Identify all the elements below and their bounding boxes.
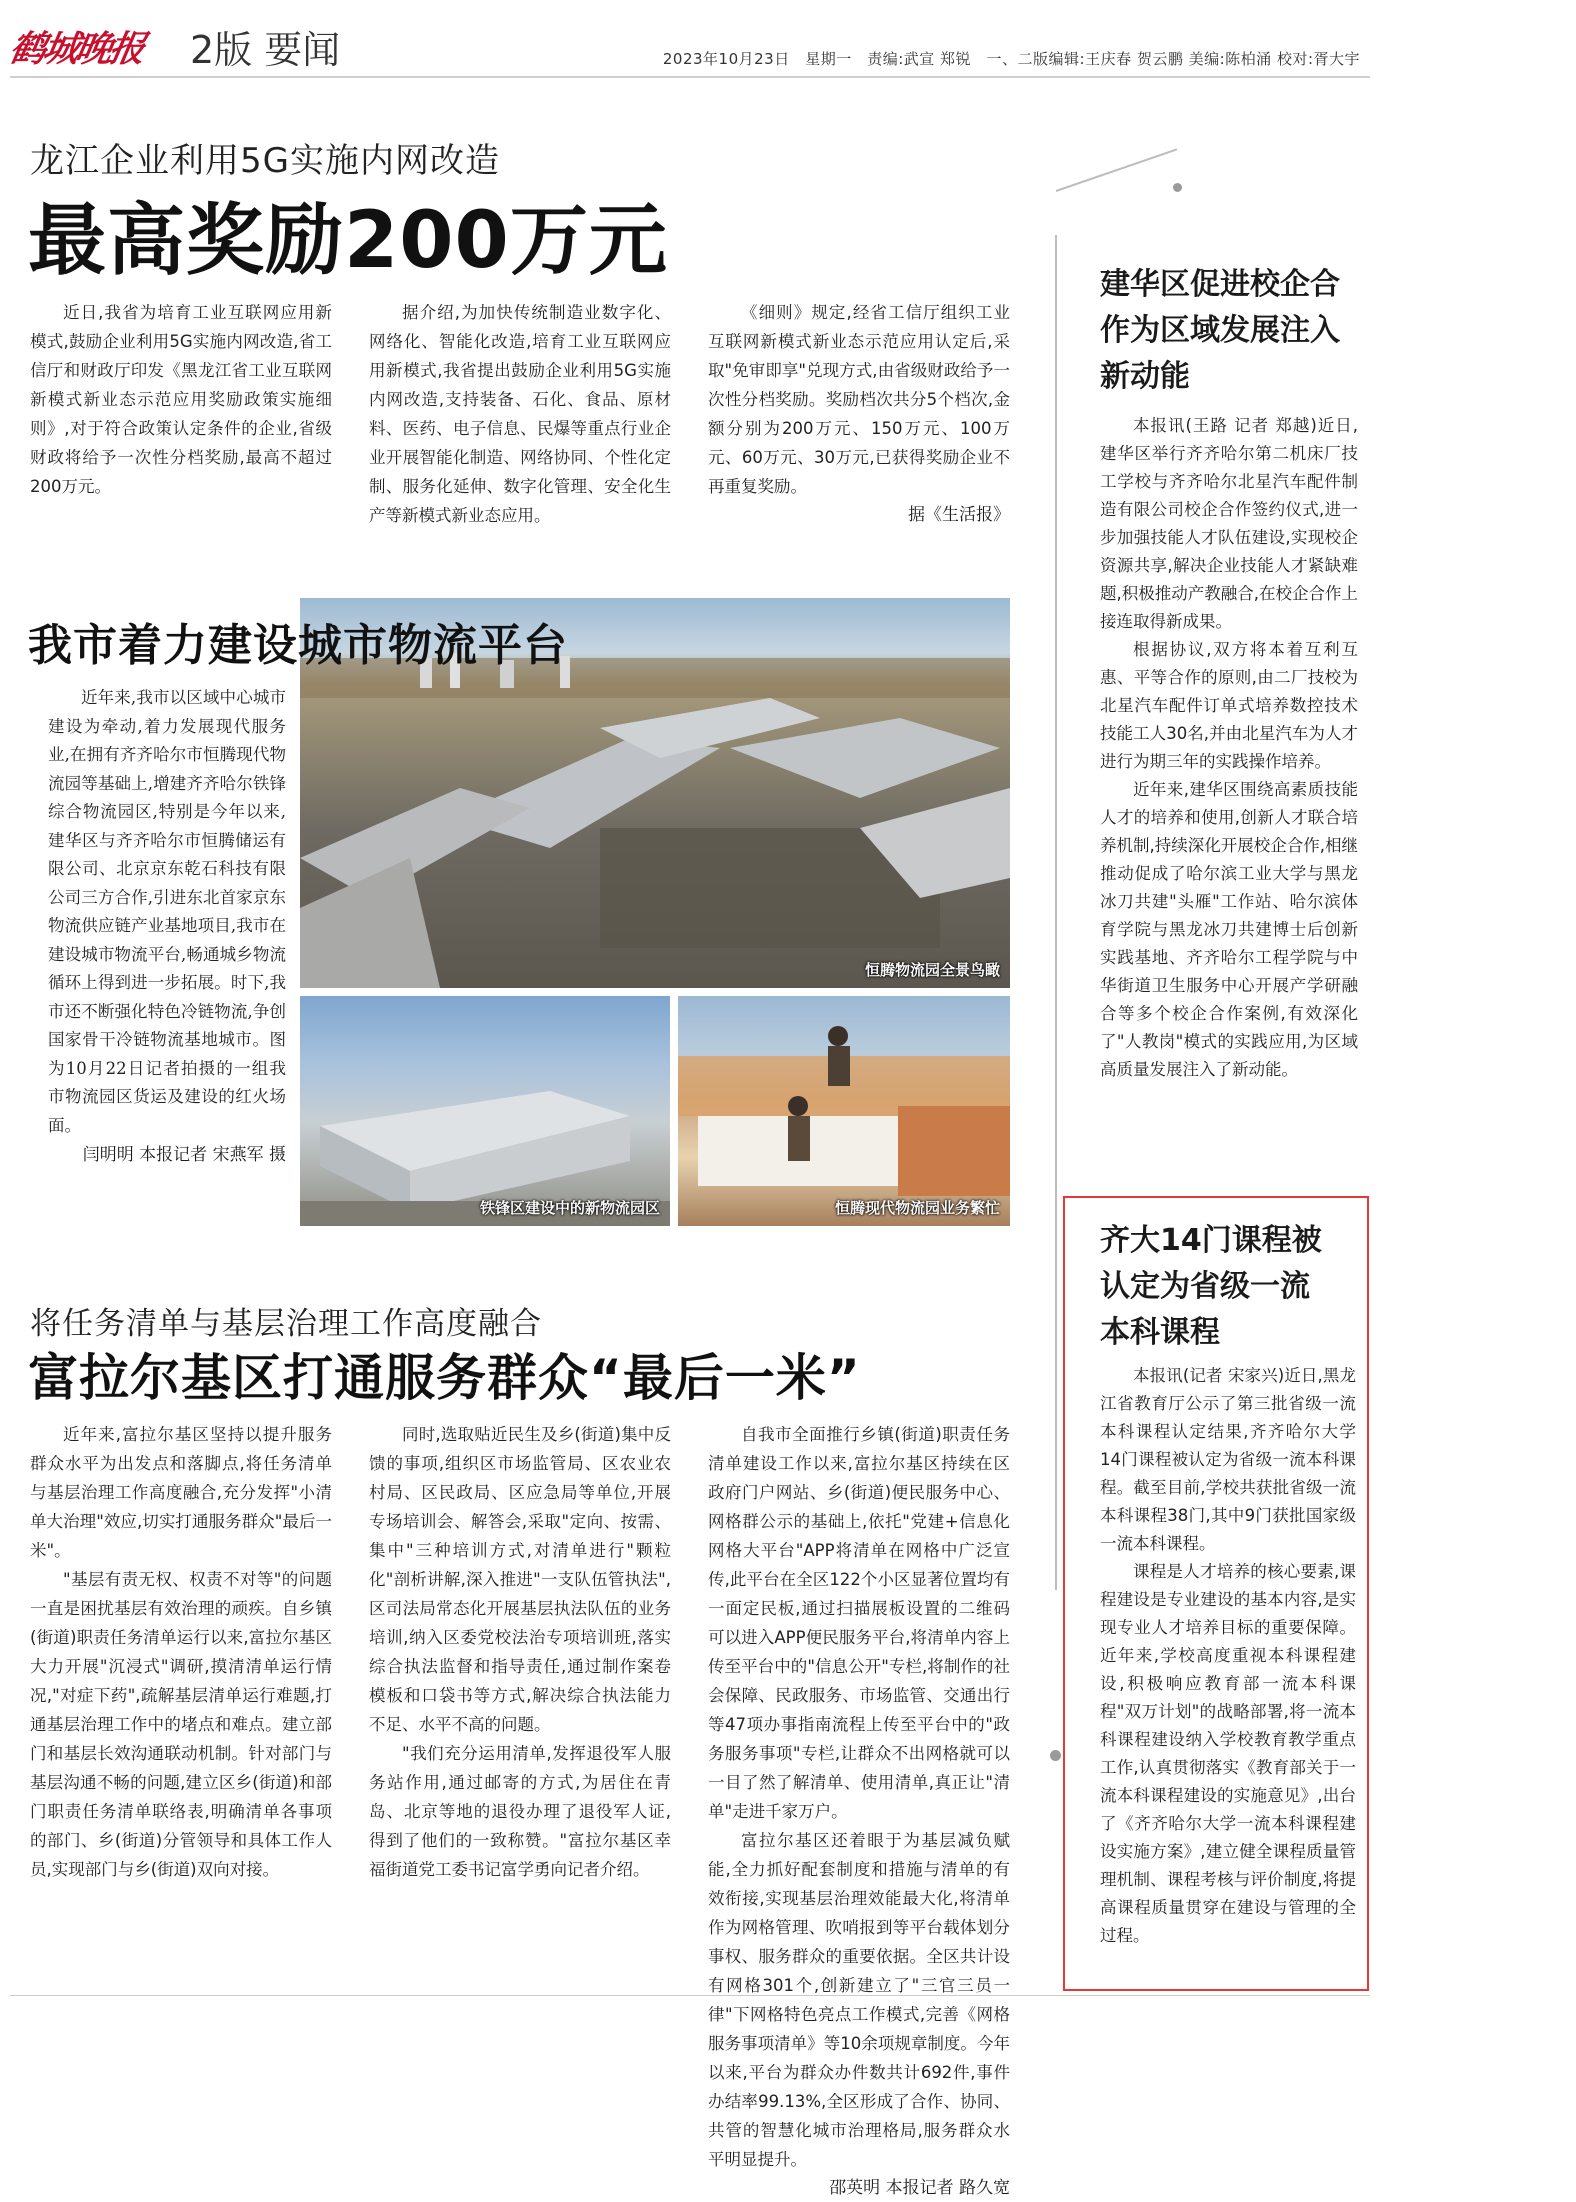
article3-col-3 [708, 1420, 1010, 2202]
sidebar1-paragraph: 根据协议,双方将本着互利互惠、平等合作的原则,由二厂技校为北星汽车配件订单式培养数控技术技能工人30名,并由北星汽车为人才进行为期三年的实践操作培养。 [1100, 640, 1358, 771]
sidebar2-title: 齐大14门课程被认定为省级一流本科课程 [1100, 1223, 1322, 1350]
article3-paragraph: "基层有责无权、权责不对等"的问题一直是困扰基层有效治理的顽疾。自乡镇(街道)职责任务清单运行以来,富拉尔基区大力开展"沉浸式"调研,摸清清单运行情况,"对症下药",疏解基层清单运行难题,打通基层治理工作中的堵点和难点。建立部门和基层长效沟通联动机制。针对部门与基层沟通不畅的问题,建立区乡(街道)和部门职责任务清单联络表,明确清单各事项的部门、乡(街道)分管领导和具体工作人员,实现部门与乡(街道)双向对接。 [30, 1570, 332, 1879]
sidebar-vertical-rule [1055, 235, 1057, 1590]
article3-paragraph: 同时,选取贴近民生及乡(街道)集中反馈的事项,组织区市场监管局、区农业农村局、区民政局、区应急局等单位,开展专场培训会、解答会,采取"定向、按需、集中"三种培训方式,对清单进行"颗粒化"剖析讲解,深入推进"一支队伍管执法",区司法局常态化开展基层执法队伍的业务培训,纳入区委党校法治专项培训班,落实综合执法监督和指导责任,通过制作案卷模板和口袋书等方式,解决综合执法能力不足、水平不高的问题。 [369, 1425, 671, 1734]
article1-paragraph: 近日,我省为培育工业互联网应用新模式,鼓励企业利用5G实施内网改造,省工信厅和财政厅印发《黑龙江省工业互联网新模式新业态示范应用奖励政策实施细则》,对于符合政策认定条件的企业,省级财政将给予一次性分档奖励,最高不超过200万元。 [30, 303, 332, 496]
sidebar2-paragraph: 本报讯(记者 宋家兴)近日,黑龙江省教育厅公示了第三批省级一流本科课程认定结果,齐齐哈尔大学14门课程被认定为省级一流本科课程。截至目前,学校共获批省级一流本科课程38门,其中9门获批国家级一流本科课程。 [1100, 1366, 1356, 1553]
cargo-photo-illustration [678, 996, 1010, 1226]
page-bottom-rule [10, 1995, 1370, 1996]
article3-col-1 [30, 1420, 332, 2202]
sidebar-connector-dot-top [1173, 183, 1182, 192]
newspaper-logo: 鹤城晚报 [6, 28, 146, 70]
sidebar-connector-dot-bottom [1050, 1750, 1061, 1761]
construction-photo-illustration [300, 996, 670, 1226]
article1-headline: 最高奖励200万元 [28, 196, 668, 286]
photo-left-caption: 铁锋区建设中的新物流园区 [479, 1199, 660, 1217]
issue-meta: 2023年10月23日 星期一 责编:武宣 郑锐 一、二版编辑:王庆春 贺云鹏 美编:陈柏涌 校对:胥大宇 [662, 50, 1360, 68]
masthead [6, 22, 1370, 78]
article3-paragraph: 富拉尔基区还着眼于为基层减负赋能,全力抓好配套制度和措施与清单的有效衔接,实现基层治理效能最大化,将清单作为网格管理、吹哨报到等平台载体划分事权、服务群众的重要依据。全区共计设有网格301个,创新建立了"三官三员一律"下网格特色亮点工作模式,完善《网格服务事项清单》等10余项规章制度。今年以来,平台为群众办件数共计692件,事件办结率99.13%,全区形成了合作、协同、共管的智慧化城市治理格局,服务群众水平明显提升。 [708, 1831, 1010, 2169]
article3-paragraph: 自我市全面推行乡镇(街道)职责任务清单建设工作以来,富拉尔基区持续在区政府门户网站、乡(街道)便民服务中心、网格群公示的基础上,依托"党建+信息化网格大平台"APP将清单在网格中广泛宣传,此平台在全区122个小区显著位置均有一面定民板,通过扫描展板设置的二维码可以进入APP便民服务平台,将清单内容上传至平台中的"信息公开"专栏,将制作的社会保障、民政服务、市场监管、交通出行等47项办事指南流程上传至平台中的"政务服务事项"专栏,让群众不出网格就可以一目了然了解清单、使用清单,真正让"清单"走进千家万户。 [708, 1425, 1010, 1821]
article1-col-1 [30, 298, 332, 530]
article1-byline: 据《生活报》 [908, 505, 1010, 525]
photo-right-caption: 恒腾现代物流园业务繁忙 [834, 1199, 1000, 1217]
article1-paragraph: 《细则》规定,经省工信厅组织工业互联网新模式新业态示范应用认定后,采取"免审即享"兑现方式,由省级财政给予一次性分档奖励。奖励档次共分5个档次,金额分别为200万元、150万元、100万元、60万元、30万元,已获得奖励企业不再重复奖励。 [708, 303, 1010, 496]
photo-new-logistics-park [300, 996, 670, 1226]
article3-headline: 富拉尔基区打通服务群众“最后一米” [28, 1349, 861, 1407]
article3-kicker: 将任务清单与基层治理工作高度融合 [30, 1306, 542, 1342]
page-label: 2版 要闻 [190, 28, 341, 72]
article3-paragraph: "我们充分运用清单,发挥退役军人服务站作用,通过邮寄的方式,为居住在青岛、北京等地的退役办理了退役军人证,得到了他们的一致称赞。"富拉尔基区幸福街道党工委书记富学勇向记者介绍。 [369, 1744, 671, 1879]
article1-body [30, 298, 1010, 530]
article3-col-2 [369, 1420, 671, 2202]
sidebar-connector-line [1056, 148, 1178, 192]
article2-byline: 闫明明 本报记者 宋燕军 摄 [82, 1145, 286, 1165]
article2-paragraph: 近年来,我市以区域中心城市建设为牵动,着力发展现代服务业,在拥有齐齐哈尔市恒腾现代物流园等基础上,增建齐齐哈尔铁锋综合物流园区,特别是今年以来,建华区与齐齐哈尔市恒腾储运有限公司、北京京东乾石科技有限公司三方合作,引进东北首家京东物流供应链产业基地项目,我市在建设城市物流平台,畅通城乡物流循环上得到进一步拓展。时下,我市还不断强化特色冷链物流,争创国家骨干冷链物流基地城市。图为10月22日记者拍摄的一组我市物流园区货运及建设的红火场面。 [48, 688, 286, 1135]
sidebar2-body [1100, 1362, 1356, 1950]
photo-busy-logistics [678, 996, 1010, 1226]
article3-body [30, 1420, 1010, 2202]
photo-main-caption: 恒腾物流园全景鸟瞰 [864, 961, 1000, 979]
sidebar1-body [1100, 412, 1358, 1084]
article2-body [48, 684, 286, 1170]
article1-kicker: 龙江企业利用5G实施内网改造 [30, 141, 500, 181]
article3-byline: 邵英明 本报记者 路久宽 [829, 2178, 1010, 2198]
sidebar2-paragraph: 课程是人才培养的核心要素,课程建设是专业建设的基本内容,是实现专业人才培养目标的重要保障。近年来,学校高度重视本科课程建设,积极响应教育部一流本科课程"双万计划"的战略部署,将一流本科课程建设纳入学校教育教学重点工作,认真贯彻落实《教育部关于一流本科课程建设的实施意见》,出台了《齐齐哈尔大学一流本科课程建设实施方案》,建立健全课程质量管理机制、课程考核与评价制度,将提高课程质量贯穿在建设与管理的全过程。 [1100, 1562, 1356, 1945]
article1-paragraph: 据介绍,为加快传统制造业数字化、网络化、智能化改造,培育工业互联网应用新模式,我省提出鼓励企业利用5G实施内网改造,支持装备、石化、食品、原材料、医药、电子信息、民爆等重点行业企业开展智能化制造、网络协同、个性化定制、服务化延伸、数字化管理、安全化生产等新模式新业态应用。 [369, 303, 671, 525]
article3-paragraph: 近年来,富拉尔基区坚持以提升服务群众水平为出发点和落脚点,将任务清单与基层治理工作高度融合,充分发挥"小清单大治理"效应,切实打通服务群众"最后一米"。 [30, 1425, 332, 1560]
article1-col-2 [369, 298, 671, 530]
article2-headline: 我市着力建设城市物流平台 [28, 620, 568, 671]
sidebar1-paragraph: 近年来,建华区围绕高素质技能人才的培养和使用,创新人才联合培养机制,持续深化开展校企合作,相继推动促成了哈尔滨工业大学与黑龙冰刀共建"头雁"工作站、哈尔滨体育学院与黑龙冰刀共建博士后创新实践基地、齐齐哈尔工程学院与中华街道卫生服务中心开展产学研融合等多个校企合作案例,有效深化了"人教岗"模式的实践应用,为区域高质量发展注入了新动能。 [1100, 780, 1358, 1079]
sidebar1-paragraph: 本报讯(王路 记者 郑越)近日,建华区举行齐齐哈尔第二机床厂技工学校与齐齐哈尔北星汽车配件制造有限公司校企合作签约仪式,进一步加强技能人才队伍建设,实现校企资源共享,解决企业技能人才紧缺难题,积极推动产教融合,在校企合作上接连取得新成果。 [1100, 416, 1358, 631]
sidebar1-title: 建华区促进校企合作为区域发展注入新动能 [1100, 267, 1340, 394]
article1-col-3 [708, 298, 1010, 530]
